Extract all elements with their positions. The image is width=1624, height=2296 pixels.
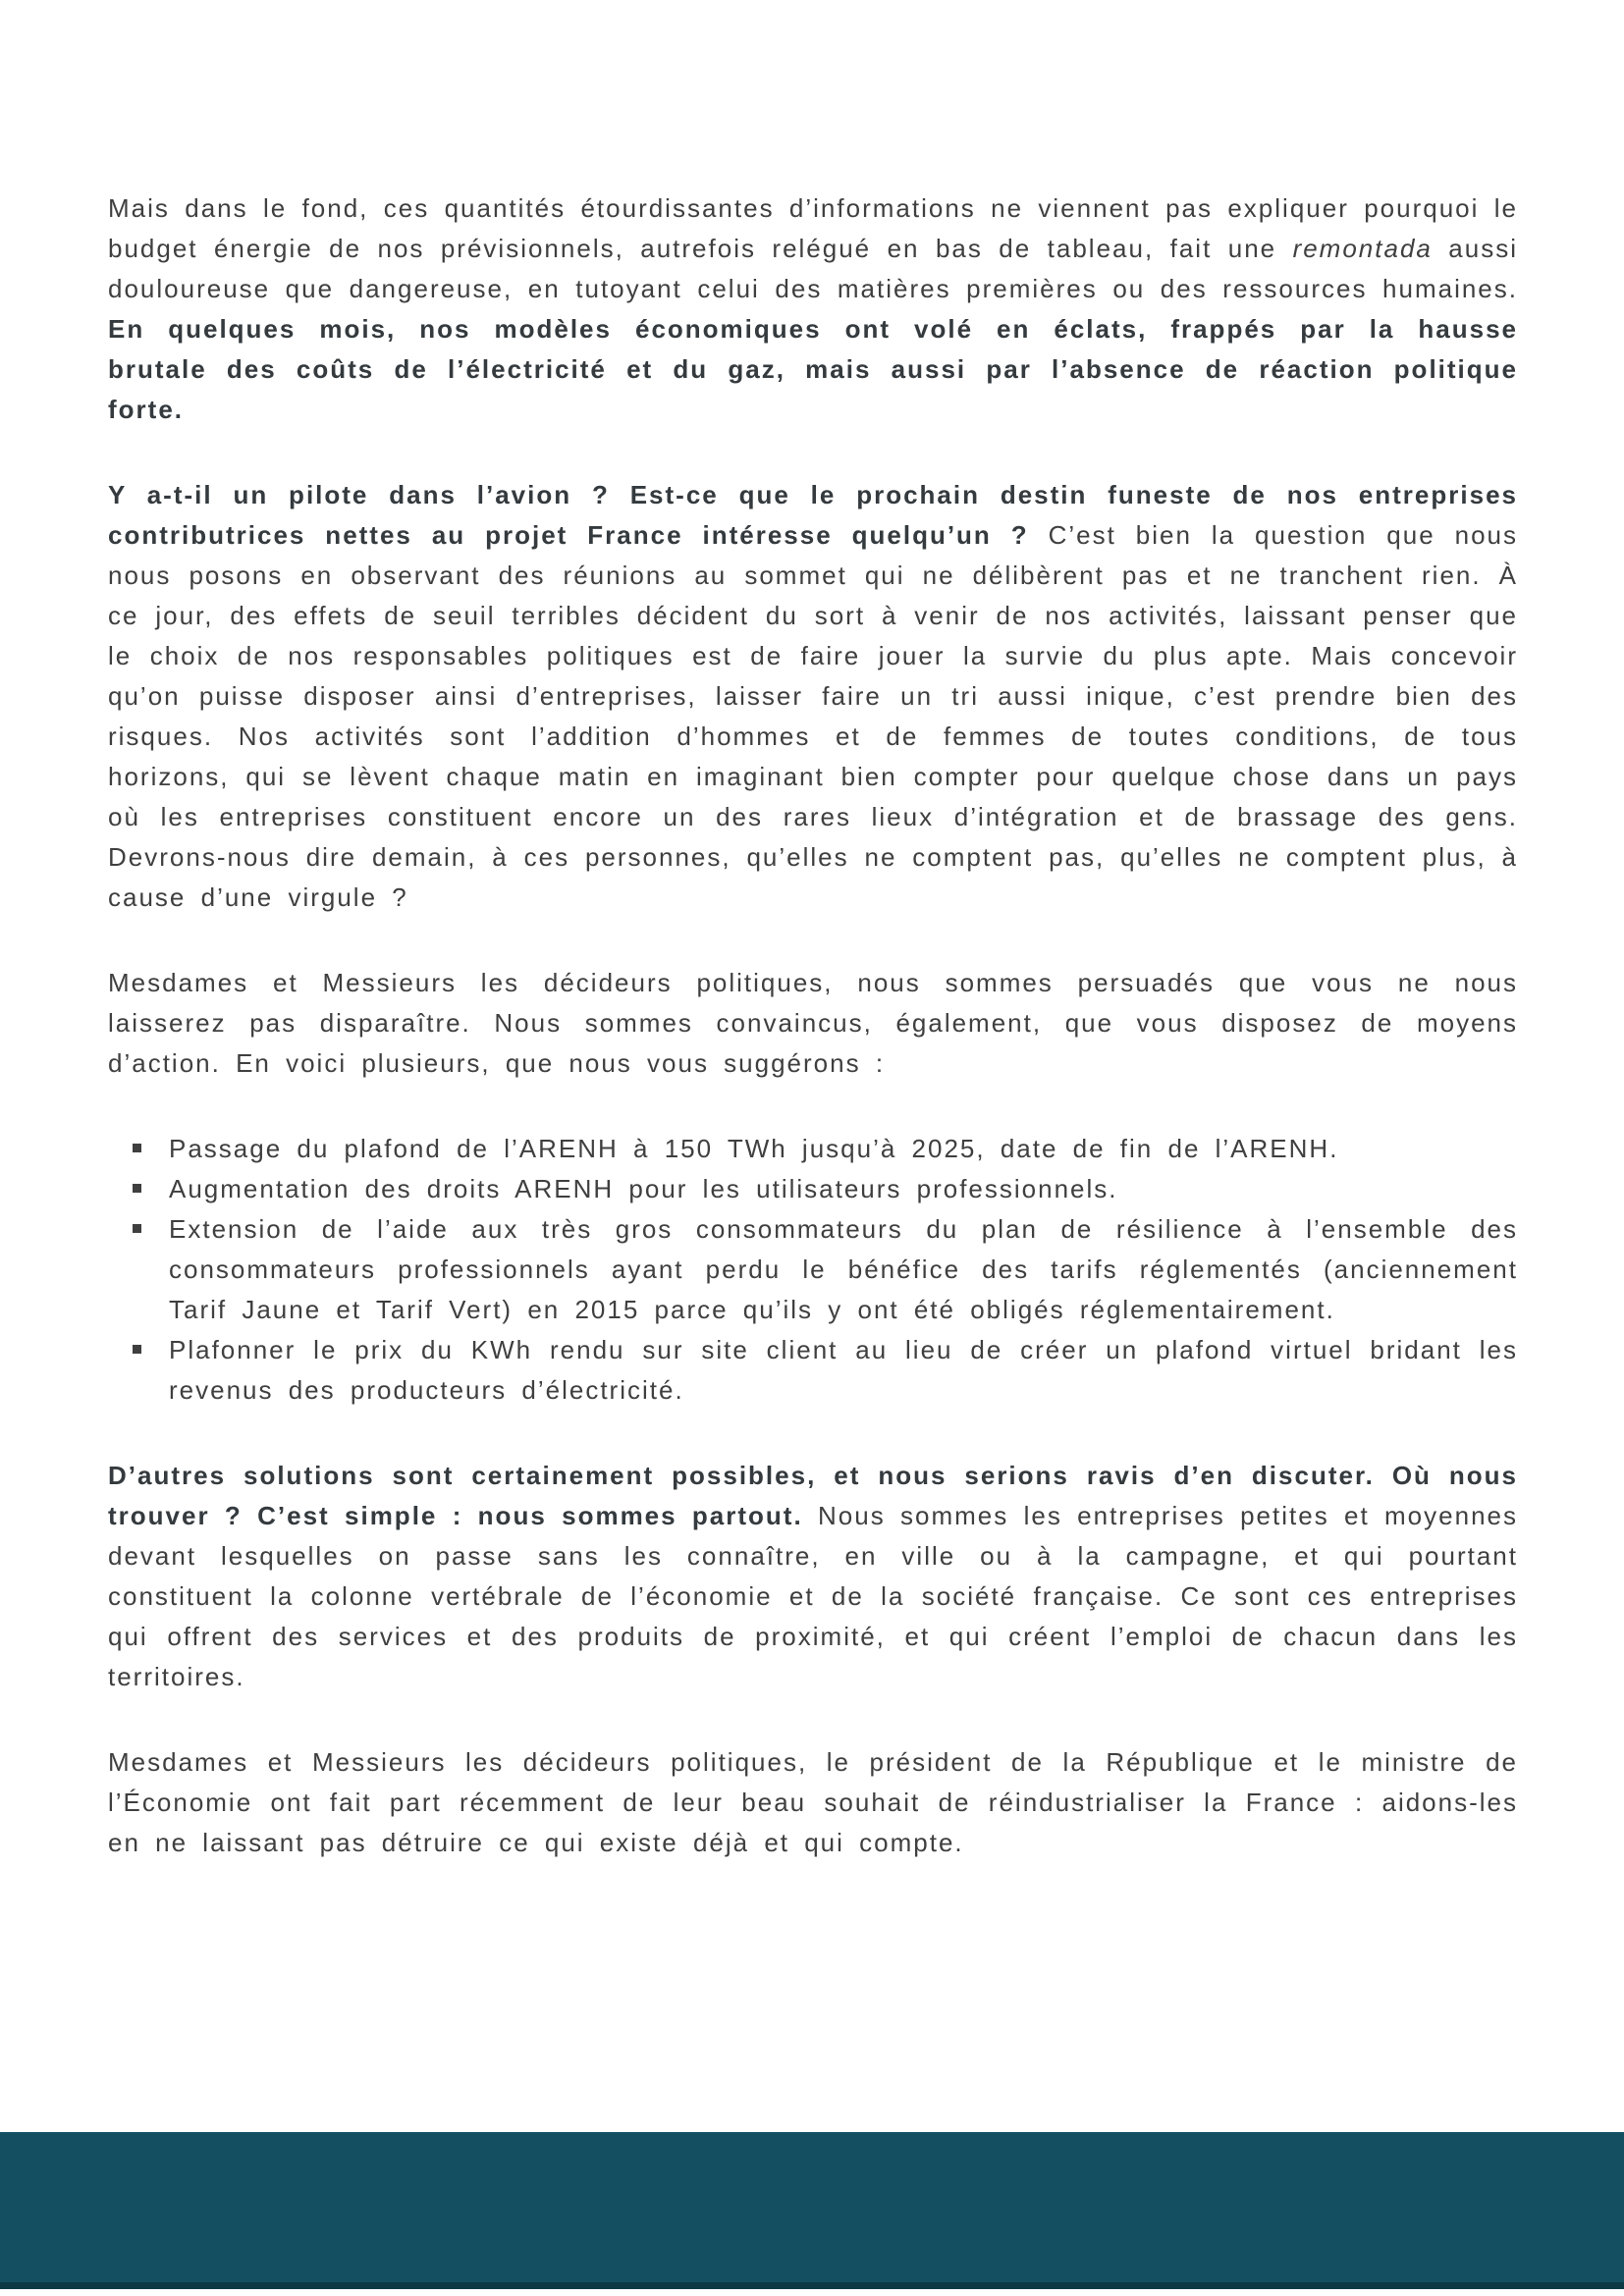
text-segment-normal: Mesdames et Messieurs les décideurs politiques, le président de la République et le ministre de l’Économie ont fait part récemment de leur beau souhait de réindustrialiser la France : aidons-les en ne laissant pas détruire ce qui existe déjà et qui compte. [108,1747,1518,1857]
paragraph-reindustrialiser [108,1742,1518,1863]
bullet-square-icon [133,1184,141,1193]
paragraph-autres-solutions [108,1456,1518,1697]
text-segment-normal: aussi douloureuse que dangereuse, en tutoyant celui des matières premières ou des ressources humaines. [108,234,1519,303]
document-body [108,188,1518,1908]
text-segment-bold: Y a-t-il un pilote dans l’avion ? Est-ce que le prochain destin funeste de nos entreprises contributrices nettes au projet France intéresse quelqu’un ? [108,480,1518,550]
bullet-item [108,1129,1518,1169]
text-segment-italic: remontada [1292,234,1433,263]
text-segment-normal: Mais dans le fond, ces quantités étourdissantes d’informations ne viennent pas expliquer pourquoi le budget énergie de nos prévisionnels, autrefois relégué en bas de tableau, fait une [108,193,1518,263]
text-segment-bold: D’autres solutions sont certainement possibles, et nous serions ravis d’en discuter. Où nous trouver ? C’est simple : nous sommes partout. [108,1461,1518,1530]
bullet-item [108,1209,1518,1330]
text-segment-normal: C’est bien la question que nous nous posons en observant des réunions au sommet qui ne délibèrent pas et ne tranchent rien. À ce jour, des effets de seuil terribles décident du sort à venir de nos activités, laissant penser que le choix de nos responsables politiques est de faire jouer la survie du plus apte. Mais concevoir qu’on puisse disposer ainsi d’entreprises, laisser faire un tri aussi inique, c’est prendre bien des risques. Nos activités sont l’addition d’hommes et de femmes de toutes conditions, de tous horizons, qui se lèvent chaque matin en imaginant bien compter pour quelque chose dans un pays où les entreprises constituent encore un des rares lieux d’intégration et de brassage des gens. Devrons-nous dire demain, à ces personnes, qu’elles ne comptent pas, qu’elles ne comptent plus, à cause d’une virgule ? [108,520,1519,912]
paragraph-decideurs-moyens [108,963,1518,1084]
bullet-text: Plafonner le prix du KWh rendu sur site client au lieu de créer un plafond virtuel bridant les revenus des producteurs d’électricité. [169,1335,1518,1405]
paragraph-budget-energie [108,188,1518,430]
bullet-text: Extension de l’aide aux très gros consommateurs du plan de résilience à l’ensemble des consommateurs professionnels ayant perdu le bénéfice des tarifs réglementés (anciennement Tarif Jaune et Tarif Vert) en 2015 parce qu’ils y ont été obligés réglementairement. [169,1214,1518,1324]
bullet-text: Passage du plafond de l’ARENH à 150 TWh jusqu’à 2025, date de fin de l’ARENH. [169,1134,1339,1163]
bullet-item [108,1169,1518,1209]
footer-band [0,2132,1624,2289]
text-segment-bold: En quelques mois, nos modèles économiques ont volé en éclats, frappés par la hausse brutale des coûts de l’électricité et du gaz, mais aussi par l’absence de réaction politique forte. [108,314,1518,424]
paragraph-pilote-avion [108,475,1518,918]
bullet-square-icon [133,1224,141,1233]
text-segment-normal: Nous sommes les entreprises petites et moyennes devant lesquelles on passe sans les connaître, en ville ou à la campagne, et qui pourtant constituent la colonne vertébrale de l’économie et de la société française. Ce sont ces entreprises qui offrent des services et des produits de proximité, et qui créent l’emploi de chacun dans les territoires. [108,1501,1518,1691]
bullet-square-icon [133,1144,141,1152]
bullet-item [108,1330,1518,1411]
text-segment-normal: Mesdames et Messieurs les décideurs politiques, nous sommes persuadés que vous ne nous laisserez pas disparaître. Nous sommes convaincus, également, que vous disposez de moyens d’action. En voici plusieurs, que nous vous suggérons : [108,968,1518,1078]
footer-edge-line [0,2282,1624,2289]
bullet-text: Augmentation des droits ARENH pour les utilisateurs professionnels. [169,1174,1118,1203]
suggestions-list [108,1129,1518,1411]
bullet-square-icon [133,1345,141,1354]
